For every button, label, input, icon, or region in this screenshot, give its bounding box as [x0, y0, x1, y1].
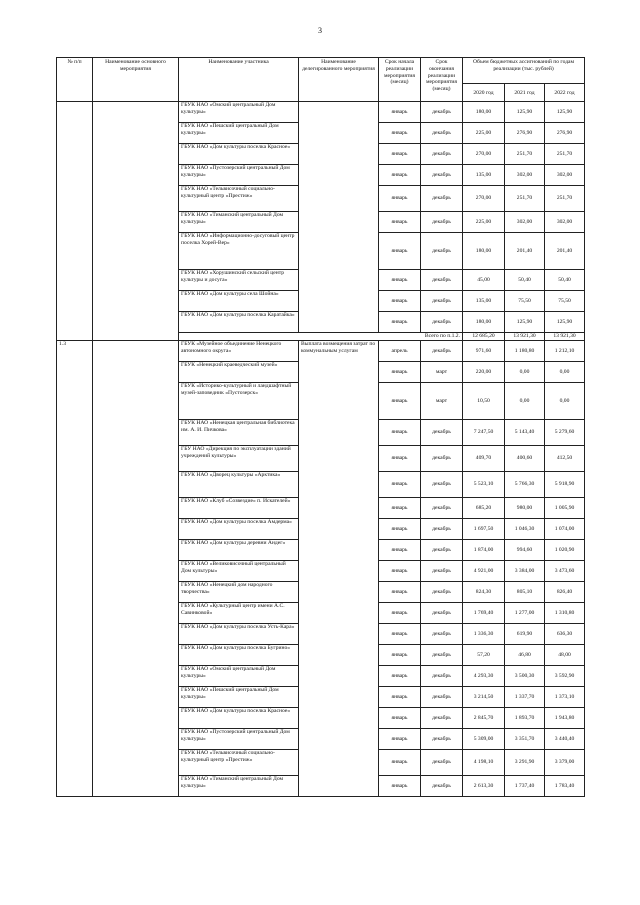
start-month: январь [379, 102, 421, 123]
value-2021: 1 046,30 [505, 519, 545, 540]
value-2021: 1 337,70 [505, 687, 545, 708]
end-month: декабрь [421, 341, 463, 362]
start-month: январь [379, 750, 421, 776]
value-2020: 270,00 [463, 186, 505, 212]
value-2021: 3 291,90 [505, 750, 545, 776]
value-2021: 50,40 [505, 270, 545, 291]
value-2022: 1 020,90 [545, 540, 585, 561]
start-month: январь [379, 729, 421, 750]
end-month: декабрь [421, 165, 463, 186]
end-month: декабрь [421, 233, 463, 270]
start-month: январь [379, 687, 421, 708]
cell-no [57, 102, 93, 341]
value-2021: 1 737,40 [505, 776, 545, 797]
participant-name: ГБУК НАО «Великовисочный центральный Дом культуры» [179, 561, 299, 582]
value-2020: 135,00 [463, 291, 505, 312]
participant-name: ГБУК «Музейное объединение Ненецкого автономного округа» [179, 341, 299, 362]
value-2021: 5 143,40 [505, 420, 545, 446]
start-month: январь [379, 582, 421, 603]
start-month: январь [379, 540, 421, 561]
value-2021: 3 384,00 [505, 561, 545, 582]
start-month: январь [379, 472, 421, 498]
end-month: декабрь [421, 102, 463, 123]
header-2020: 2020 год [463, 84, 505, 102]
participant-name: ГБУК НАО «Пешский центральный Дом культуры» [179, 687, 299, 708]
end-month: декабрь [421, 498, 463, 519]
participant-name: ГБУК НАО «Тельвисочный социально-культурный центр «Престиж» [179, 750, 299, 776]
header-2021: 2021 год [505, 84, 545, 102]
participant-name: ГБУК НАО «Хорушинский сельский центр культуры и досуга» [179, 270, 299, 291]
section-1-2-body [57, 102, 585, 341]
value-2021: 276,90 [505, 123, 545, 144]
start-month: январь [379, 123, 421, 144]
section-1-3-body [57, 341, 585, 797]
value-2022: 125,90 [545, 102, 585, 123]
end-month: март [421, 362, 463, 383]
value-2021: 1 277,00 [505, 603, 545, 624]
end-month: декабрь [421, 666, 463, 687]
value-2022: 1 074,00 [545, 519, 585, 540]
value-2020: 225,00 [463, 212, 505, 233]
end-month: декабрь [421, 687, 463, 708]
end-month: декабрь [421, 144, 463, 165]
value-2020: 685,20 [463, 498, 505, 519]
end-month: декабрь [421, 420, 463, 446]
start-month: январь [379, 362, 421, 383]
value-2022: 1 310,80 [545, 603, 585, 624]
start-month: январь [379, 561, 421, 582]
header-start: Срок начала реализации мероприятия (месяц) [379, 58, 421, 102]
participant-name: ГБУК НАО «Тиманский центральный Дом культуры» [179, 776, 299, 797]
value-2020: 7 247,50 [463, 420, 505, 446]
value-2021: 805,10 [505, 582, 545, 603]
value-2021: 0,00 [505, 362, 545, 383]
value-2021: 201,40 [505, 233, 545, 270]
value-2020: 824,30 [463, 582, 505, 603]
value-2022: 50,40 [545, 270, 585, 291]
value-2021: 46,80 [505, 645, 545, 666]
value-2022: 125,90 [545, 312, 585, 333]
value-2020: 225,00 [463, 123, 505, 144]
participant-name: ГБУК НАО «Информационно-досуговый центр поселка Хорей-Вер» [179, 233, 299, 270]
start-month: январь [379, 498, 421, 519]
participant-name: ГБУК НАО «Пешский центральный Дом культуры» [179, 123, 299, 144]
participant-name: ГБУК НАО «Культурный центр имени А.С. Савинковой» [179, 603, 299, 624]
header-end: Срок окончания реализации мероприятия (месяц) [421, 58, 463, 102]
header-main-event: Наименование основного мероприятия [93, 58, 179, 102]
value-2021: 994,60 [505, 540, 545, 561]
start-month: январь [379, 186, 421, 212]
value-2021: 400,60 [505, 446, 545, 472]
value-2021: 1 180,80 [505, 341, 545, 362]
participant-name: ГБУК НАО «Пустозерский центральный Дом культуры» [179, 165, 299, 186]
participant-name: ГБУК НАО «Омский центральный Дом культуры» [179, 666, 299, 687]
value-2020: 2 845,70 [463, 708, 505, 729]
value-2020: 180,00 [463, 312, 505, 333]
end-month: декабрь [421, 561, 463, 582]
end-month: декабрь [421, 729, 463, 750]
total-2022: 13 921,30 [545, 333, 585, 341]
value-2020: 220,00 [463, 362, 505, 383]
participant-name: ГБУ НАО «Дирекция по эксплуатации зданий учреждений культуры» [179, 446, 299, 472]
value-2021: 75,50 [505, 291, 545, 312]
cell-main-event [93, 341, 179, 797]
participant-name: ГБУК НАО «Дом культуры поселка Амдерма» [179, 519, 299, 540]
participant-name: ГБУК НАО «Пустозерский центральный Дом культуры» [179, 729, 299, 750]
value-2022: 3 592,90 [545, 666, 585, 687]
end-month: декабрь [421, 519, 463, 540]
value-2021: 125,90 [505, 312, 545, 333]
value-2022: 48,00 [545, 645, 585, 666]
start-month: январь [379, 624, 421, 645]
start-month: январь [379, 312, 421, 333]
participant-name: ГБУК НАО «Дом культуры поселка Красное» [179, 708, 299, 729]
total-2021: 13 921,30 [505, 333, 545, 341]
header-delegated: Наименование делегированного мероприятия [299, 58, 379, 102]
value-2022: 0,00 [545, 383, 585, 420]
table-row [57, 341, 585, 362]
participant-name: ГБУК НАО «Дом культуры поселка Каратайка» [179, 312, 299, 333]
value-2020: 270,00 [463, 144, 505, 165]
value-2022: 5 279,60 [545, 420, 585, 446]
value-2022: 1 373,10 [545, 687, 585, 708]
value-2022: 251,70 [545, 144, 585, 165]
end-month: декабрь [421, 645, 463, 666]
value-2022: 3 440,40 [545, 729, 585, 750]
value-2020: 2 613,30 [463, 776, 505, 797]
table-row [57, 102, 585, 123]
end-month: декабрь [421, 776, 463, 797]
value-2020: 4 198,10 [463, 750, 505, 776]
end-month: декабрь [421, 624, 463, 645]
participant-name: ГБУК НАО «Дом культуры деревни Андег» [179, 540, 299, 561]
value-2020: 409,70 [463, 446, 505, 472]
header-participant: Наименование участника [179, 58, 299, 102]
end-month: декабрь [421, 446, 463, 472]
participant-name: ГБУК НАО «Дом культуры поселка Бугрино» [179, 645, 299, 666]
value-2022: 412,50 [545, 446, 585, 472]
page-number: 3 [318, 26, 322, 35]
start-month: январь [379, 446, 421, 472]
start-month: январь [379, 420, 421, 446]
value-2022: 276,90 [545, 123, 585, 144]
value-2021: 5 766,30 [505, 472, 545, 498]
header-2022: 2022 год [545, 84, 585, 102]
value-2020: 4 921,00 [463, 561, 505, 582]
total-label: Всего по п.1.2. [179, 333, 463, 341]
start-month: январь [379, 165, 421, 186]
value-2022: 1 943,80 [545, 708, 585, 729]
value-2020: 180,00 [463, 102, 505, 123]
participant-name: ГБУК НАО «Дом культуры поселка Красное» [179, 144, 299, 165]
end-month: декабрь [421, 291, 463, 312]
start-month: январь [379, 383, 421, 420]
value-2022: 1 212,10 [545, 341, 585, 362]
start-month: январь [379, 144, 421, 165]
participant-name: ГБУК НАО «Дом культуры поселка Усть-Кара» [179, 624, 299, 645]
start-month: январь [379, 270, 421, 291]
value-2021: 302,00 [505, 165, 545, 186]
start-month: январь [379, 519, 421, 540]
start-month: апрель [379, 341, 421, 362]
participant-name: ГБУК НАО «Тиманский центральный Дом культуры» [179, 212, 299, 233]
start-month: январь [379, 212, 421, 233]
value-2022: 826,40 [545, 582, 585, 603]
value-2020: 5 523,10 [463, 472, 505, 498]
value-2021: 251,70 [505, 144, 545, 165]
header-budget: Объем бюджетных ассигнований по годам реализации (тыс. рублей) [463, 58, 585, 84]
cell-delegated [299, 102, 379, 333]
end-month: декабрь [421, 603, 463, 624]
value-2020: 1 697,50 [463, 519, 505, 540]
value-2020: 180,00 [463, 233, 505, 270]
value-2022: 3 379,00 [545, 750, 585, 776]
participant-name: ГБУК НАО «Клуб «Созвездие» п. Искателей» [179, 498, 299, 519]
value-2021: 1 893,70 [505, 708, 545, 729]
participant-name: ГБУК НАО «Дворец культуры «Арктика» [179, 472, 299, 498]
value-2021: 251,70 [505, 186, 545, 212]
budget-table [56, 57, 585, 797]
value-2020: 1 769,40 [463, 603, 505, 624]
value-2020: 1 336,30 [463, 624, 505, 645]
start-month: январь [379, 645, 421, 666]
end-month: декабрь [421, 540, 463, 561]
participant-name: ГБУК НАО «Ненецкая центральная библиотека им. А. И. Пичкова» [179, 420, 299, 446]
value-2022: 1 005,90 [545, 498, 585, 519]
value-2022: 251,70 [545, 186, 585, 212]
end-month: март [421, 383, 463, 420]
value-2022: 201,40 [545, 233, 585, 270]
value-2021: 0,00 [505, 383, 545, 420]
value-2020: 3 214,50 [463, 687, 505, 708]
start-month: январь [379, 708, 421, 729]
total-2020: 12 685,20 [463, 333, 505, 341]
value-2022: 1 783,40 [545, 776, 585, 797]
value-2020: 971,60 [463, 341, 505, 362]
end-month: декабрь [421, 708, 463, 729]
end-month: декабрь [421, 123, 463, 144]
value-2021: 3 351,70 [505, 729, 545, 750]
end-month: декабрь [421, 582, 463, 603]
value-2020: 1 874,00 [463, 540, 505, 561]
value-2022: 3 473,60 [545, 561, 585, 582]
value-2022: 302,00 [545, 212, 585, 233]
participant-name: ГБУК НАО «Дом культуры села Шойна» [179, 291, 299, 312]
end-month: декабрь [421, 212, 463, 233]
participant-name: ГБУК «Историко-культурный и ландшафтный музей-заповедник «Пустозерск» [179, 383, 299, 420]
end-month: декабрь [421, 186, 463, 212]
value-2021: 125,90 [505, 102, 545, 123]
participant-name: ГБУК НАО «Ненецкий дом народного творчества» [179, 582, 299, 603]
participant-name: ГБУК НАО «Тельвисочный социально-культурный центр «Престиж» [179, 186, 299, 212]
start-month: январь [379, 233, 421, 270]
header-no: № п/п [57, 58, 93, 102]
value-2022: 302,00 [545, 165, 585, 186]
value-2022: 5 918,90 [545, 472, 585, 498]
value-2020: 5 309,00 [463, 729, 505, 750]
value-2021: 3 500,30 [505, 666, 545, 687]
start-month: январь [379, 603, 421, 624]
end-month: декабрь [421, 312, 463, 333]
start-month: январь [379, 776, 421, 797]
value-2022: 75,50 [545, 291, 585, 312]
value-2020: 135,00 [463, 165, 505, 186]
start-month: январь [379, 666, 421, 687]
participant-name: ГБУК НАО «Омский центральный Дом культуры» [179, 102, 299, 123]
value-2020: 10,50 [463, 383, 505, 420]
value-2022: 0,00 [545, 362, 585, 383]
participant-name: ГБУК «Ненецкий краеведческий музей» [179, 362, 299, 383]
value-2020: 4 293,30 [463, 666, 505, 687]
item-number: 1.3 [57, 341, 93, 797]
value-2021: 302,00 [505, 212, 545, 233]
end-month: декабрь [421, 750, 463, 776]
end-month: декабрь [421, 472, 463, 498]
start-month: январь [379, 291, 421, 312]
delegated-event: Выплата возмещения затрат по коммунальным услугам [299, 341, 379, 797]
end-month: декабрь [421, 270, 463, 291]
value-2020: 57,20 [463, 645, 505, 666]
value-2020: 45,00 [463, 270, 505, 291]
value-2022: 636,30 [545, 624, 585, 645]
value-2021: 980,00 [505, 498, 545, 519]
value-2021: 619,90 [505, 624, 545, 645]
cell-main-event [93, 102, 179, 341]
